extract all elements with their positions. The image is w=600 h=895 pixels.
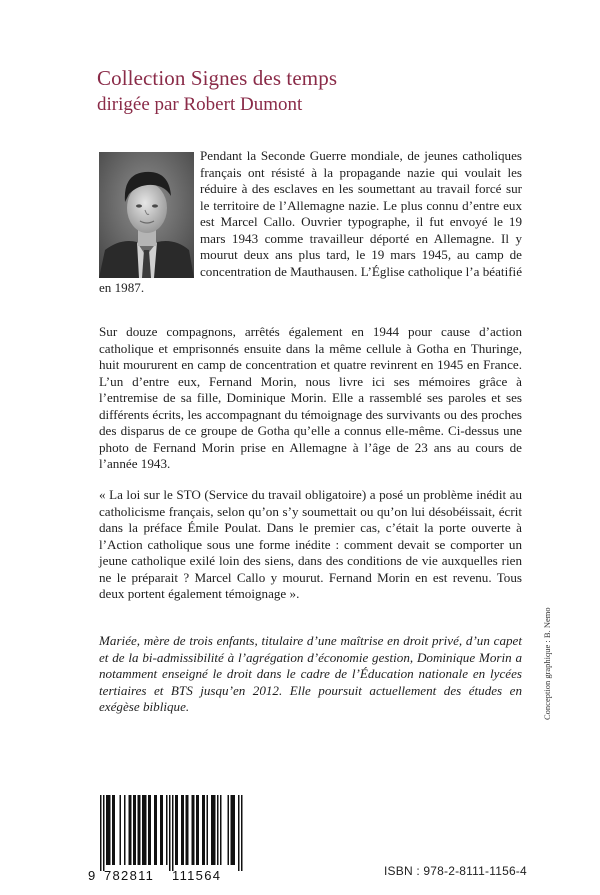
barcode-bar xyxy=(166,795,168,865)
barcode-bar xyxy=(129,795,131,865)
barcode-bar xyxy=(114,795,116,865)
series-title: Collection Signes des temps xyxy=(97,66,338,90)
paragraph-quote: « La loi sur le STO (Service du travail obligatoire) a posé un problème inédit au catholicisme français, selon qu’on s’y soumettait ou qu’on lui désobéissait, écrit dans la préface Émile Poulat. Dans le premier cas, c’était la porte ouverte à l’Action catholique sous une forme inédite : comment devait se comporter un jeune catholique exilé loin des siens, dans des conditions de vie auxquelles rien ne le préparait ? Marcel Callo y mourut. Fernand Morin en est revenu. Tous deux portent également témoignage ». xyxy=(99,487,522,601)
barcode-bar xyxy=(234,795,236,865)
graphic-design-credit: Conception graphique : B. Nemo xyxy=(542,607,552,720)
barcode-bar xyxy=(112,795,114,865)
barcode-bar xyxy=(217,795,219,865)
barcode-bar xyxy=(172,795,174,871)
barcode-bar xyxy=(142,795,144,865)
barcode-bar xyxy=(238,795,240,871)
author-bio: Mariée, mère de trois enfants, titulaire d’une maîtrise en droit privé, d’un capet et de la bi-admissibilité à l’agrégation d’économie gestion, Dominique Morin a notamment enseigné le droit dans le cadre de l’Éducation nationale en lycées tertiaires et BTS jusqu’en 2012. Elle poursuit actuellement des études en exégèse biblique. xyxy=(99,633,522,714)
isbn: ISBN : 978-2-8111-1156-4 xyxy=(384,864,527,878)
barcode-bar xyxy=(211,795,213,865)
barcode-bar xyxy=(133,795,135,865)
barcode-bar xyxy=(183,795,185,865)
barcode-bar xyxy=(156,795,158,865)
barcode-bar xyxy=(106,795,108,865)
barcode-bar xyxy=(231,795,233,865)
barcode-bar xyxy=(193,795,195,865)
barcode-bar xyxy=(100,795,102,871)
barcode-first-digit: 9 xyxy=(88,868,96,883)
barcode xyxy=(86,793,244,883)
barcode-bar xyxy=(169,795,171,871)
barcode-bar xyxy=(186,795,188,865)
barcode-bar xyxy=(108,795,110,865)
barcode-bar xyxy=(207,795,209,865)
barcode-bar xyxy=(214,795,216,865)
barcode-bar xyxy=(120,795,122,865)
barcode-bar xyxy=(145,795,147,865)
barcode-bar xyxy=(124,795,126,865)
barcode-bar xyxy=(130,795,132,865)
barcode-bar xyxy=(228,795,230,865)
barcode-bar xyxy=(177,795,179,865)
barcode-bar xyxy=(175,795,177,865)
barcode-bar xyxy=(148,795,150,865)
barcode-bar xyxy=(196,795,198,865)
barcode-bar xyxy=(150,795,152,865)
barcode-bar xyxy=(202,795,204,865)
barcode-bar xyxy=(192,795,194,865)
photo-spacer xyxy=(99,148,200,274)
barcode-bar xyxy=(181,795,183,865)
barcode-bar xyxy=(213,795,215,865)
barcode-bar xyxy=(109,795,111,865)
barcode-bar xyxy=(232,795,234,865)
barcode-bar xyxy=(154,795,156,865)
barcode-bar xyxy=(162,795,164,865)
barcode-bar xyxy=(135,795,137,865)
paragraph-intro xyxy=(99,148,522,297)
barcode-bar xyxy=(139,795,141,865)
barcode-left-digits: 782811 xyxy=(104,868,155,883)
barcode-bar xyxy=(160,795,162,865)
barcode-bars xyxy=(86,793,244,883)
barcode-bar xyxy=(187,795,189,865)
paragraph-intro-text: Pendant la Seconde Guerre mondiale, de jeunes catholiques français ont résisté à la propagande nazie qui voulait les réduire à des esclaves en les soumettant au travail forcé sur le territoire de l’Allemagne nazie. Le plus connu d’entre eux est Marcel Callo. Ouvrier typographe, il fut envoyé le 19 mars 1943 comme travailleur déporté en Allemagne. Il y mourut deux ans plus tard, le 19 mars 1945, au camp de concentration de Mauthausen. L’Église catholique l’a béatifié en 1987. xyxy=(99,148,523,295)
barcode-bar xyxy=(103,795,105,871)
series-director: dirigée par Robert Dumont xyxy=(97,94,303,115)
barcode-bar xyxy=(144,795,146,865)
barcode-bar xyxy=(220,795,222,865)
barcode-bar xyxy=(138,795,140,865)
barcode-bar xyxy=(241,795,243,871)
barcode-bar xyxy=(204,795,206,865)
paragraph-companions: Sur douze compagnons, arrêtés également en 1944 pour cause d’action catholique et emprisonnés ensuite dans la même cellule à Gotha en Thuringe, huit moururent en camp de concentration et quatre revinrent en 1945 en France. L’un d’entre eux, Fernand Morin, nous livre ici ses mémoires grâce à l’entremise de sa fille, Dominique Morin. Elle a rassemblé ses paroles et ses différents écrits, les accompagnant du témoignage des survivants ou des proches des disparus de ce groupe de Gotha qu’elle a connus elle-même. Ci-dessus une photo de Fernand Morin prise en Allemagne à l’âge de 23 ans au cours de l’année 1943. xyxy=(99,324,522,471)
barcode-bar xyxy=(198,795,200,865)
barcode-right-digits: 111564 xyxy=(172,868,222,883)
